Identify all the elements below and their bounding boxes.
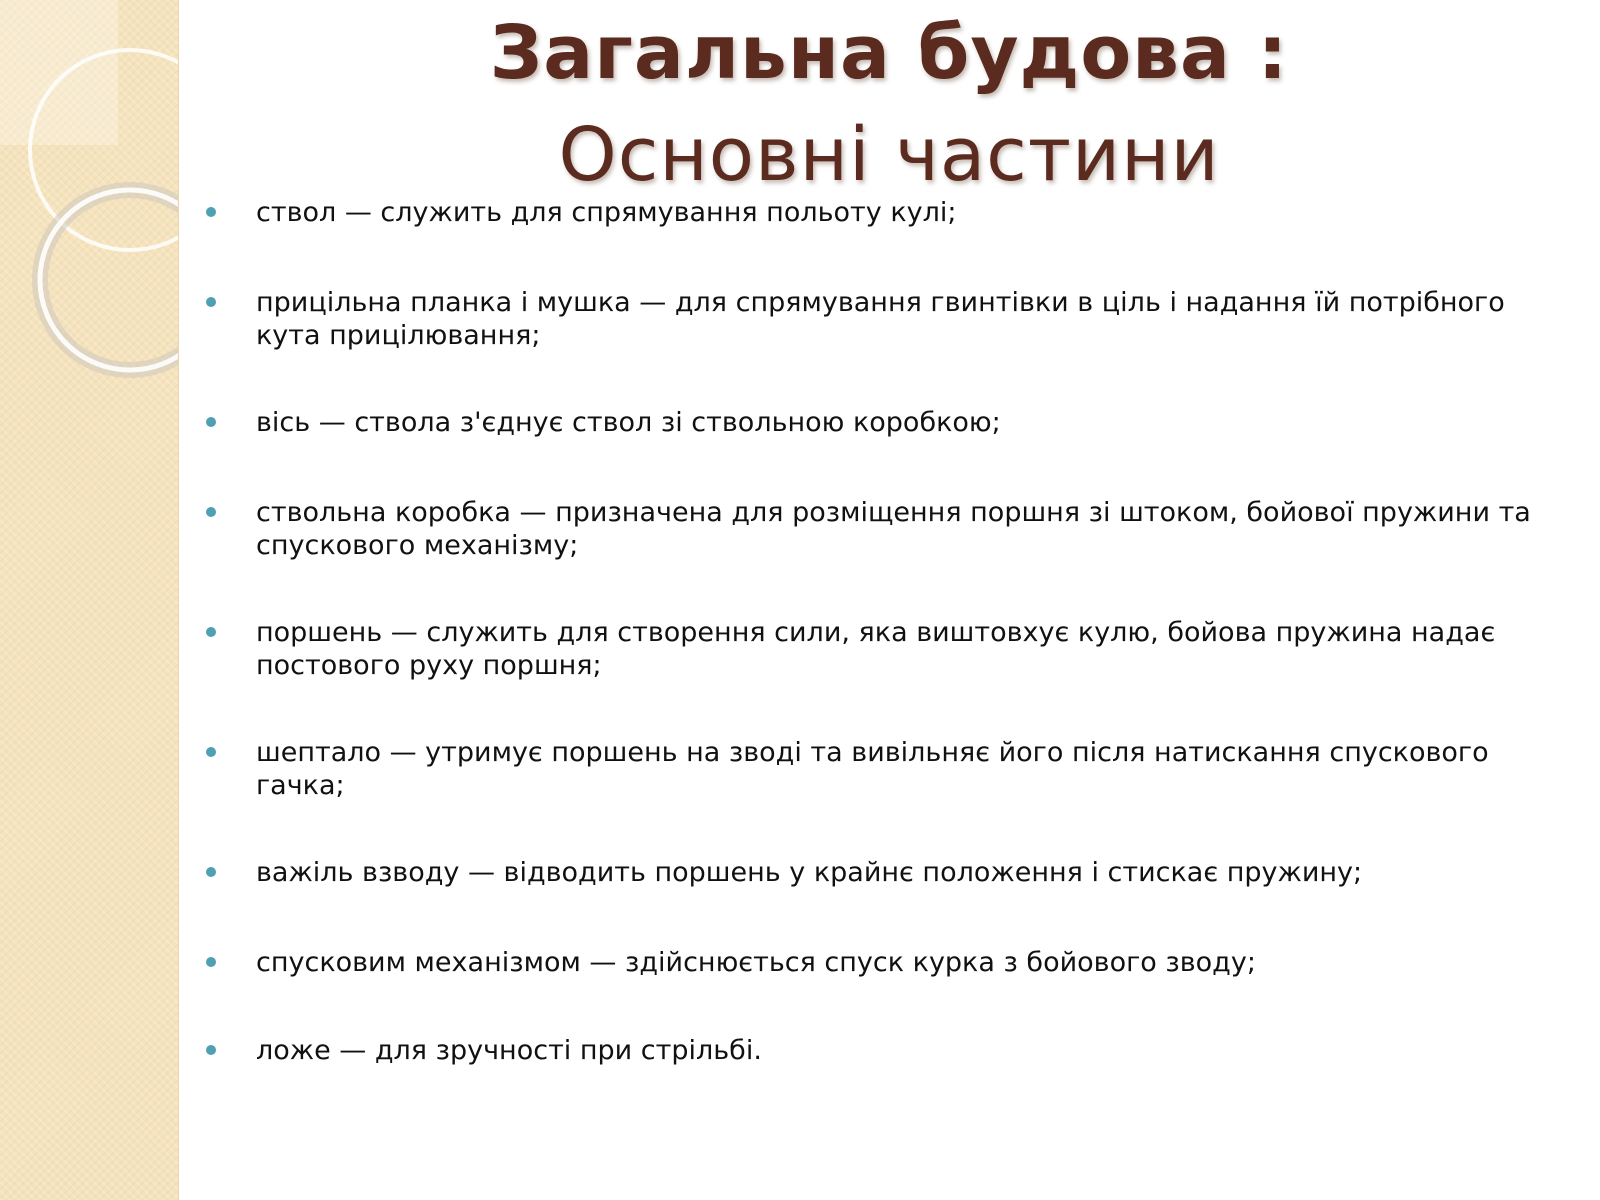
bullet-dot-icon <box>206 207 216 217</box>
bullet-dot-icon <box>206 1045 216 1055</box>
bullet-dot-icon <box>206 417 216 427</box>
list-item-text: спусковим механізмом — здійснюється спуск курка з бойового зводу; <box>256 947 1256 978</box>
bullet-dot-icon <box>206 297 216 307</box>
slide-title-colon: : <box>1230 10 1289 96</box>
list-item-text: ствол — служить для спрямування польоту кулі; <box>256 197 957 228</box>
list-item-text: ствольна коробка — призначена для розміщення поршня зі штоком, бойової пружини та спускового механізму; <box>256 497 1531 561</box>
list-item-text: вісь — ствола з'єднує ствол зі ствольною коробкою; <box>256 407 1001 438</box>
decorative-rings <box>0 0 178 420</box>
bullet-dot-icon <box>206 627 216 637</box>
decorative-side-panel <box>0 0 179 1200</box>
slide-title-bold: Загальна будова <box>489 10 1231 96</box>
list-item-text: важіль взводу — відводить поршень у крайнє положення і стискає пружину; <box>256 857 1363 888</box>
bullet-dot-icon <box>206 957 216 967</box>
list-item-text: ложе — для зручності при стрільбі. <box>256 1035 762 1066</box>
decorative-ring-shadow <box>40 190 178 370</box>
bullet-dot-icon <box>206 867 216 877</box>
list-item-text: шептало — утримує поршень на зводі та вивільняє його після натискання спускового гачка; <box>256 737 1489 801</box>
slide-subtitle: Основні частини <box>558 112 1220 198</box>
bullet-dot-icon <box>206 747 216 757</box>
list-item-text: прицільна планка і мушка — для спрямування гвинтівки в ціль і надання їй потрібного кута прицілювання; <box>256 287 1505 351</box>
decorative-ring-large <box>30 50 178 250</box>
bullet-dot-icon <box>206 507 216 517</box>
slide-title-line1 <box>178 8 1600 98</box>
list-item-text: поршень — служить для створення сили, яка виштовхує кулю, бойова пружина надає постового руху поршня; <box>256 617 1496 681</box>
